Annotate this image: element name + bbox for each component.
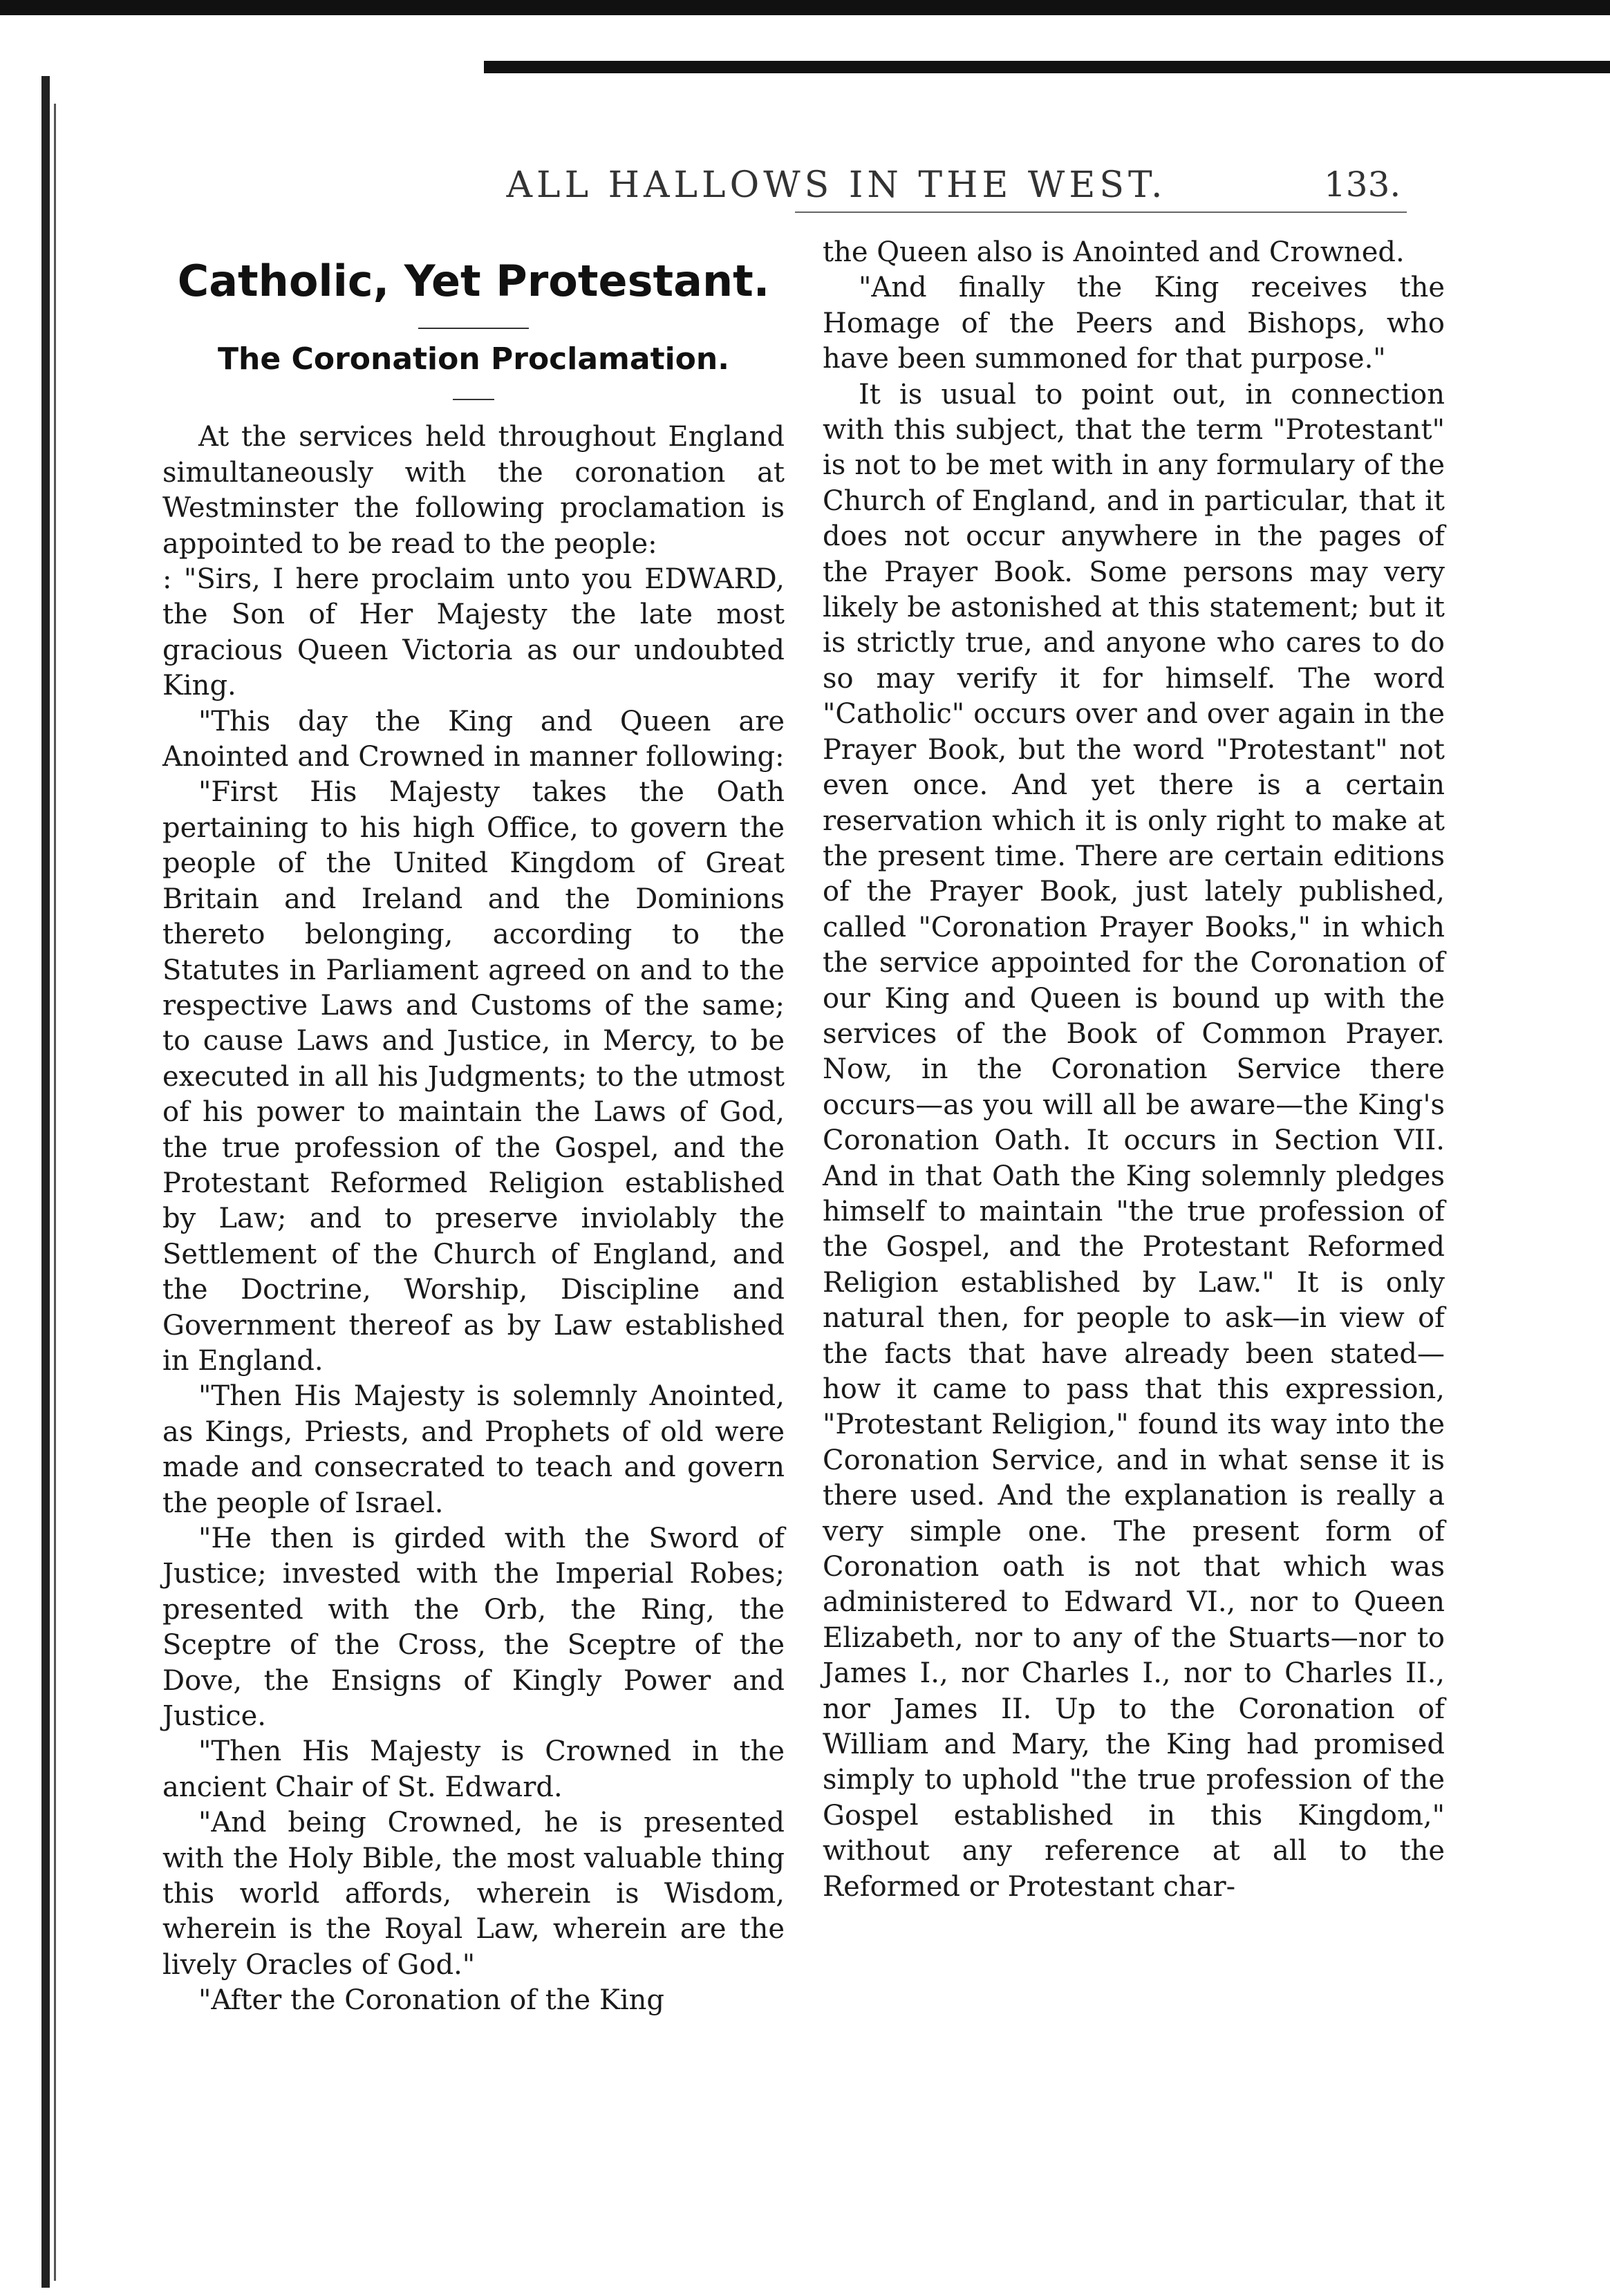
paragraph: "This day the King and Queen are Anointed and Crowned in manner following: (162, 705, 785, 773)
paragraph: "He then is girded with the Sword of Justice; invested with the Imperial Robes; presented with the Orb, the Ring, the Sceptre of the Cross, the Sceptre of the Dove, the Ensigns of Kingly Power and Justice. (162, 1523, 785, 1733)
page-number: 133. (1324, 164, 1401, 205)
paragraph: "Then His Majesty is solemnly Anointed, as Kings, Priests, and Prophets of old were made and consecrated to teach and govern the people of Israel. (162, 1380, 785, 1519)
right-column (823, 235, 1445, 1905)
article-subtitle: The Coronation Proclamation. (218, 341, 729, 377)
header-underline (795, 211, 1407, 213)
paragraph: "After the Coronation of the King (198, 1984, 664, 2017)
left-column (162, 228, 785, 2019)
paragraph: "Then His Majesty is Crowned in the ancient Chair of St. Edward. (162, 1735, 785, 1803)
paragraph: It is usual to point out, in connection with this subject, that the term "Protestant" is not to be met with in any formulary of the Church of England, and in particular, that it does not occur anywhere in the pages of the Prayer Book. Some persons may very likely be astonished at this statement; but it is strictly true, and anyone who cares to do so may verify it for himself. The word "Catholic" occurs over and over again in the Prayer Book, but the word "Protestant" not even once. And yet there is a certain reservation which it is only right to make at the present time. There are certain editions of the Prayer Book, just lately published, called "Coronation Prayer Books," in which the service appointed for the Coronation of our King and Queen is bound up with the services of the Book of Common Prayer. Now, in the Coronation Service there occurs—as you will all be aware—the King's Coronation Oath. It occurs in Section VII. And in that Oath the King solemnly pledges himself to maintain "the true profession of the Gospel, and the Protestant Reformed Religion established by Law." It is only natural then, for people to ask—in view of the facts that have already been stated—how it came to pass that this expression, "Protestant Religion," found its way into the Coronation Service, and in what sense it is there used. And the explanation is really a very simple one. The present form of Coronation oath is not that which was administered to Edward VI., nor to Queen Elizabeth, nor to any of the Stuarts—nor to James I., nor Charles I., nor to Charles II., nor James II. Up to the Coronation of William and Mary, the King had promised simply to uphold "the true profession of the Gospel established in this Kingdom," without any reference at all to the Reformed or Protestant char- (823, 378, 1445, 1903)
second-border-rule (484, 61, 1610, 73)
paragraph: the Queen also is Anointed and Crowned. (823, 236, 1405, 268)
running-head: ALL HALLOWS IN THE WEST. (506, 164, 1167, 206)
paragraph: : "Sirs, I here proclaim unto you EDWARD, the Son of Her Majesty the late most gracious Queen Victoria as our undoubted King. (162, 563, 785, 702)
binding-edge (41, 76, 50, 2288)
article-title: Catholic, Yet Protestant. (177, 256, 770, 306)
paragraph: "And finally the King receives the Homage of the Peers and Bishops, who have been summoned for that purpose." (823, 272, 1445, 375)
top-border-rule (0, 0, 1610, 15)
paragraph: "First His Majesty takes the Oath pertaining to his high Office, to govern the people of the United Kingdom of Great Britain and Ireland and the Dominions thereto belonging, according to the Statutes in Parliament agreed on and to the respective Laws and Customs of the same; to cause Laws and Justice, in Mercy, to be executed in all his Judgments; to the utmost of his power to maintain the Laws of God, the true profession of the Gospel, and the Protestant Reformed Religion established by Law; and to preserve inviolably the Settlement of the Church of England, and the Doctrine, Worship, Discipline and Government thereof as by Law established in England. (162, 776, 785, 1377)
paragraph: "And being Crowned, he is presented with the Holy Bible, the most valuable thing this world affords, wherein is Wisdom, wherein is the Royal Law, wherein are the lively Oracles of God." (162, 1807, 785, 1981)
subtitle-dash (453, 399, 494, 400)
title-rule (418, 328, 529, 329)
paragraph: At the services held throughout England simultaneously with the coronation at Westminster the following proclamation is appointed to be read to the people: (162, 421, 785, 560)
binding-edge-inner (54, 104, 56, 2281)
